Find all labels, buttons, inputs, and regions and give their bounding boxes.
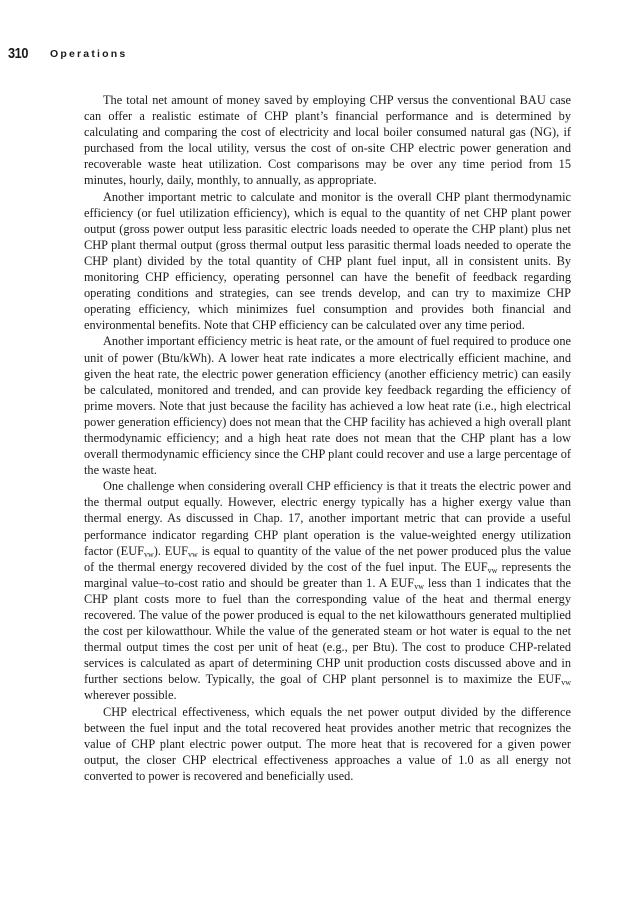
body-text [84, 92, 571, 784]
running-head [8, 46, 127, 62]
paragraph: Another important metric to calculate and monitor is the overall CHP plant thermodynamic efficiency (or fuel utilization efficiency), which is equal to the quantity of net CHP plant power output (gross power output less parasitic electric loads needed to operate the CHP plant) plus net CHP plant thermal output (gross thermal output less parasitic thermal loads needed to operate the CHP plant) divided by the total quantity of CHP plant fuel input, all in consistent units. By monitoring CHP efficiency, operating personnel can have the benefit of feedback regarding operating conditions and strategies, can see trends develop, and can try to maximize CHP operating efficiency, which minimizes fuel consumption and provides both financial and environmental benefits. Note that CHP efficiency can be calculated over any time period. [84, 189, 571, 333]
subscript: vw [414, 581, 424, 591]
paragraph: Another important efficiency metric is heat rate, or the amount of fuel required to produce one unit of power (Btu/kWh). A lower heat rate indicates a more electrically efficient machine, and given the heat rate, the electric power generation efficiency (another efficiency metric) can easily be calculated, monitored and trended, and can provide key feedback regarding the efficiency of prime movers. Note that just because the facility has achieved a low heat rate (i.e., high electrical power generation efficiency) does not mean that the CHP facility has achieved a high overall plant thermodynamic efficiency; and a high heat rate does not mean that the CHP plant has a low overall thermodynamic efficiency since the CHP plant could recover and use a large percentage of the waste heat. [84, 334, 571, 478]
paragraph: CHP electrical effectiveness, which equals the net power output divided by the difference between the fuel input and the total recovered heat provides another metric that recognizes the value of CHP plant electric power output. The more heat that is recovered for a given power output, the closer CHP electrical effectiveness approaches a value of 1.0 as all energy not converted to power is recovered and beneficially used. [84, 704, 571, 783]
subscript: vw [143, 549, 154, 559]
section-title: Operations [49, 48, 128, 60]
subscript: vw [561, 678, 571, 688]
page-number: 310 [8, 45, 29, 62]
subscript: vw [487, 565, 498, 575]
subscript: vw [188, 549, 198, 559]
paragraph: One challenge when considering overall CHP efficiency is that it treats the electric power and the thermal output equally. However, electric energy typically has a higher exergy value than thermal energy. As discussed in Chap. 17, another important metric that can provide a useful performance indicator regarding CHP plant operation is the value-weighted energy utilization factor $(EUF_{vw})$. $EUF_{vw}$ is equal to quantity of the value of the net power produced plus the value of the thermal energy recovered divided by the cost of the fuel input. The $EUF_{vw}$ represents the marginal value–to-cost ratio and should be greater than 1. A $EUF_{vw}$ less than 1 indicates that the CHP plant costs more to fuel than the corresponding value of the heat and thermal energy recovered. The value of the power produced is equal to the net kilowatthours generated multiplied the cost per kilowatthour. While the value of the generated steam or hot water is equal to the net thermal output times the cost per unit of heat (e.g., per Btu). The cost to produce CHP-related services is calculated as apart of determining CHP unit production costs discussed above and in further sections below. Typically, the goal of CHP plant personnel is to maximize the $EUF_{vw}$ wherever possible. [84, 479, 571, 703]
paragraph: The total net amount of money saved by employing CHP versus the conventional BAU case can offer a realistic estimate of CHP plant’s financial performance and is determined by calculating and comparing the cost of electricity and local boiler consumed natural gas (NG), if purchased from the local utility, versus the cost of on-site CHP electric power generation and recoverable waste heat utilization. Cost comparisons may be over any time period from 15 minutes, hourly, daily, monthly, to annually, as appropriate. [84, 93, 571, 188]
